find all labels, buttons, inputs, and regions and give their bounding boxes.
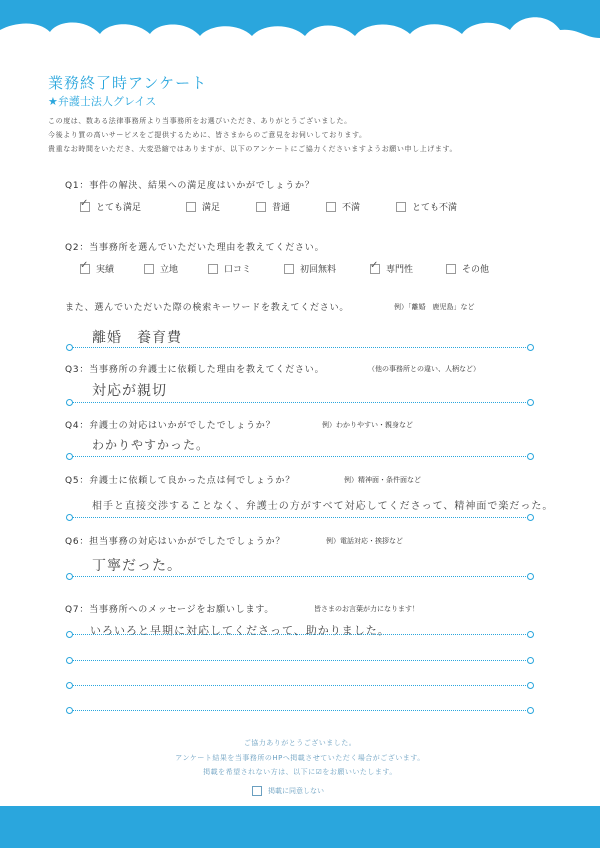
q3-example: （他の事務所との違い、人柄など） xyxy=(368,365,480,373)
q3-question: Q3：当事務所の弁護士に依頼した理由を教えてください。 xyxy=(65,365,325,375)
intro-line-1: この度は、数ある法律事務所より当事務所をお選びいただき、ありがとうございました。 xyxy=(48,117,352,125)
q7-question: Q7：当事務所へのメッセージをお願いします。 xyxy=(65,605,275,615)
q2-option-free-consult[interactable]: 初回無料 xyxy=(284,262,336,275)
q1-option-very-satisfied[interactable]: ✓ とても満足 xyxy=(80,200,141,213)
thanks-text: ご協力ありがとうございました。 xyxy=(243,739,357,747)
q6-question: Q6：担当事務の対応はいかがでしたでしょうか？ xyxy=(65,537,286,547)
checkbox-checked[interactable] xyxy=(80,202,90,212)
footer-band xyxy=(0,806,600,848)
checkbox[interactable] xyxy=(396,202,406,212)
q2-option-other[interactable]: その他 xyxy=(446,262,489,275)
q6-example: 例）電話対応・挨拶など xyxy=(326,537,403,545)
checkbox[interactable] xyxy=(208,264,218,274)
q7-example: 皆さまのお言葉が力になります！ xyxy=(314,605,419,613)
answer-line xyxy=(70,576,530,577)
q4-answer[interactable]: わかりやすかった。 xyxy=(92,438,210,452)
q4-example: 例）わかりやすい・親身など xyxy=(322,421,413,429)
q2-question: Q2：当事務所を選んでいただいた理由を教えてください。 xyxy=(65,243,325,253)
q1-option-very-dissatisfied[interactable]: とても不満 xyxy=(396,200,457,213)
checkbox-checked[interactable] xyxy=(80,264,90,274)
answer-line xyxy=(70,685,530,686)
footer-line-3: 掲載を希望されない方は、以下に☑をお願いいたします。 xyxy=(203,768,397,776)
optout-checkbox-option[interactable]: 掲載に同意しない xyxy=(252,786,324,796)
intro-line-2: 今後より質の高いサービスをご提供するために、皆さまからのご意見をお伺いしております。 xyxy=(48,131,367,139)
keyword-example: 例）「離婚 鹿児島」など xyxy=(394,303,475,311)
q5-question: Q5：弁護士に依頼して良かった点は何でしょうか？ xyxy=(65,476,296,486)
answer-line xyxy=(70,402,530,403)
answer-line xyxy=(70,347,530,348)
checkbox[interactable] xyxy=(284,264,294,274)
q3-answer[interactable]: 対応が親切 xyxy=(92,383,167,399)
answer-line xyxy=(70,517,530,518)
checkbox[interactable] xyxy=(256,202,266,212)
firm-name: ★弁護士法人グレイス xyxy=(48,95,157,108)
keyword-prompt: また、選んでいただいた際の検索キーワードを教えてください。 xyxy=(65,303,350,313)
keyword-answer[interactable]: 離婚 養育費 xyxy=(92,330,182,346)
checkbox-checked[interactable] xyxy=(370,264,380,274)
answer-line xyxy=(70,634,530,635)
q4-question: Q4：弁護士の対応はいかがでしたでしょうか？ xyxy=(65,421,276,431)
answer-line xyxy=(70,456,530,457)
q2-option-expertise[interactable]: ✓ 専門性 xyxy=(370,262,413,275)
q1-option-satisfied[interactable]: 満足 xyxy=(186,200,220,213)
answer-line xyxy=(70,660,530,661)
q5-answer[interactable]: 相手と直接交渉することなく、弁護士の方がすべて対応してくださって、精神面で楽だった。 xyxy=(92,501,554,512)
q2-option-reviews[interactable]: 口コミ xyxy=(208,262,251,275)
checkbox[interactable] xyxy=(252,786,262,796)
answer-line xyxy=(70,710,530,711)
footer-line-2: アンケート結果を当事務所のHPへ掲載させていただく場合がございます。 xyxy=(175,754,425,762)
checkbox[interactable] xyxy=(144,264,154,274)
q2-option-location[interactable]: 立地 xyxy=(144,262,178,275)
q7-answer[interactable]: いろいろと早期に対応してくださって、助かりました。 xyxy=(90,624,390,637)
checkbox[interactable] xyxy=(186,202,196,212)
checkbox[interactable] xyxy=(326,202,336,212)
header-cloud-band xyxy=(0,0,600,60)
q1-option-normal[interactable]: 普通 xyxy=(256,200,290,213)
q6-answer[interactable]: 丁寧だった。 xyxy=(92,558,182,574)
checkbox[interactable] xyxy=(446,264,456,274)
intro-line-3: 貴重なお時間をいただき、大変恐縮ではありますが、以下のアンケートにご協力くださいますようお願い申し上げます。 xyxy=(48,145,458,153)
q1-option-dissatisfied[interactable]: 不満 xyxy=(326,200,360,213)
page-title: 業務終了時アンケート xyxy=(48,74,208,92)
q5-example: 例）精神面・条件面など xyxy=(344,476,421,484)
q2-option-track-record[interactable]: ✓ 実績 xyxy=(80,262,114,275)
q1-question: Q1：事件の解決、結果への満足度はいかがでしょうか？ xyxy=(65,181,315,191)
